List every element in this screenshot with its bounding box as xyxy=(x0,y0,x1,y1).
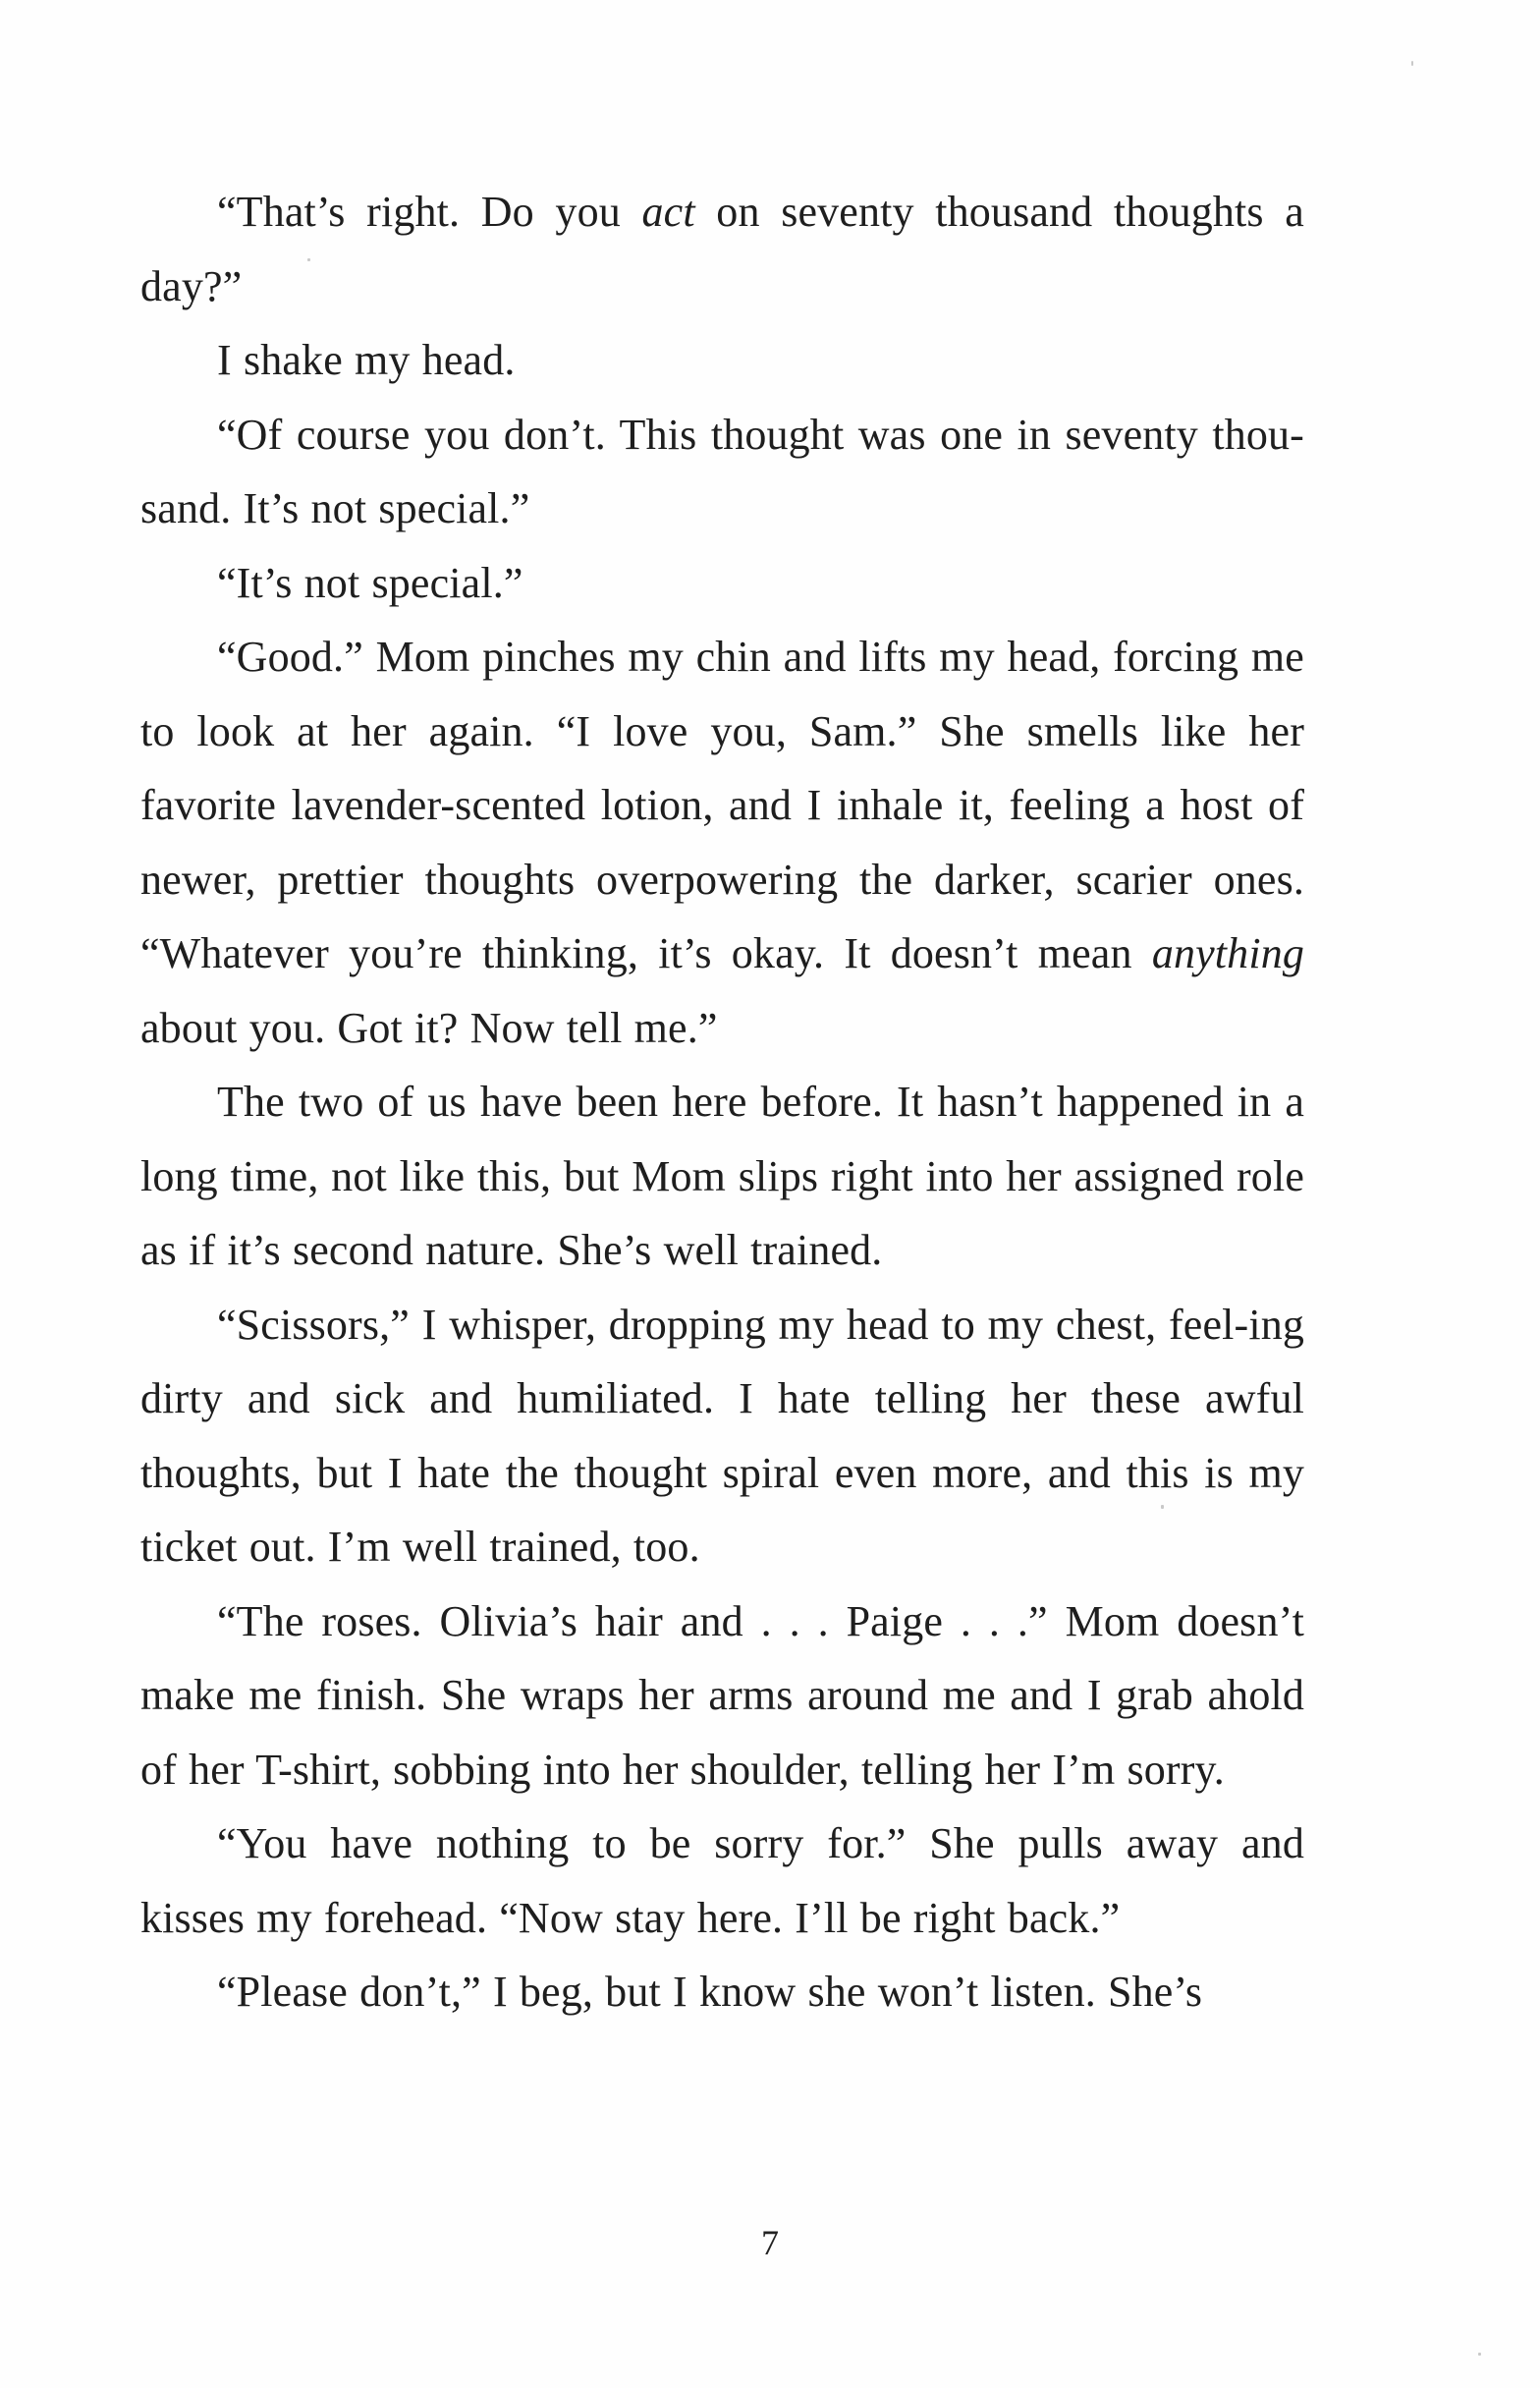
scan-speck xyxy=(1161,1505,1164,1509)
text-segment: “Good.” Mom pinches my chin and lifts my head, forcing me to look at her again. “I love you, Sam.” She smells like her favorite lavender-scented lotion, and I inhale it, feeling a host of newer, prettier thoughts overpowering the darker, scarier ones. “Whatever you’re thinking, it’s okay. It doesn’t mean xyxy=(140,633,1304,977)
paragraph xyxy=(140,323,1304,398)
text-segment: “It’s not special.” xyxy=(217,558,523,607)
body-text xyxy=(140,175,1304,2029)
text-segment: about you. Got it? Now tell me.” xyxy=(140,1003,718,1052)
paragraph xyxy=(140,1065,1304,1288)
text-segment: “Please don’t,” I beg, but I know she won’t listen. She’s xyxy=(217,1968,1203,2016)
text-segment: The two of us have been here before. It hasn’t happened in a long time, not like this, but Mom slips right into her assigned role as if it’s second nature. She’s well trained. xyxy=(140,1078,1304,1274)
page-number: 7 xyxy=(761,2223,779,2262)
text-segment: “Scissors,” I whisper, dropping my head to my chest, feel-ing dirty and sick and humiliated. I hate telling her these awful thoughts, but I hate the thought spiral even more, and this is my ticket out. I’m well trained, too. xyxy=(140,1300,1304,1571)
paragraph xyxy=(140,175,1304,323)
text-segment: I shake my head. xyxy=(217,336,516,384)
text-segment: “The roses. Olivia’s hair and . . . Paige . . .” Mom doesn’t make me finish. She wraps her arms around me and I grab ahold of her T-shirt, sobbing into her shoulder, telling her I’m sorry. xyxy=(140,1596,1304,1794)
paragraph xyxy=(140,1955,1304,2029)
text-segment: “That’s right. Do you xyxy=(217,188,642,236)
italic-text-segment: anything xyxy=(1151,929,1304,977)
scan-speck xyxy=(1411,61,1413,66)
scan-speck xyxy=(307,258,310,261)
scan-speck xyxy=(1478,2353,1481,2356)
paragraph xyxy=(140,1806,1304,1955)
paragraph xyxy=(140,620,1304,1065)
text-segment: on seventy thousand thoughts a day?” xyxy=(140,188,1304,310)
paragraph xyxy=(140,1288,1304,1584)
paragraph xyxy=(140,398,1304,546)
text-segment: “You have nothing to be sorry for.” She pulls away and kisses my forehead. “Now stay here. I’ll be right back.” xyxy=(140,1819,1304,1942)
italic-text-segment: act xyxy=(641,188,695,236)
paragraph xyxy=(140,546,1304,621)
paragraph xyxy=(140,1584,1304,1807)
text-segment: “Of course you don’t. This thought was one in seventy thou-sand. It’s not special.” xyxy=(140,410,1304,532)
